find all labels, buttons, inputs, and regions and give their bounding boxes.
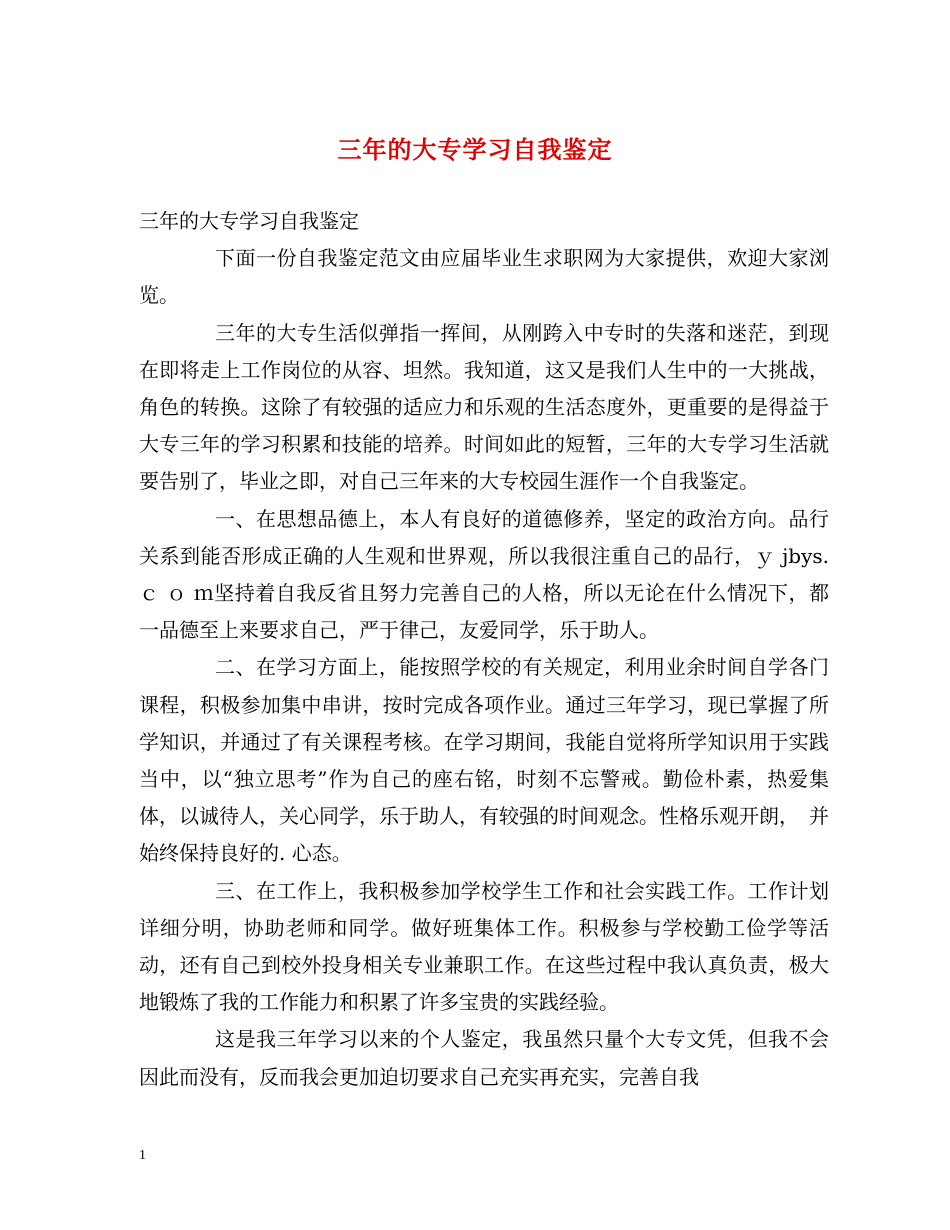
paragraph-study: 二、在学习方面上，能按照学校的有关规定，利用业余时间自学各门课程，积极参加集中串讲，按时完成各项作业。通过三年学习，现已掌握了所学知识，并通过了有关课程考核。在学习期间，我能自觉将所学知识用于实践当中，以“独立思考”作为自己的座右铭，时刻不忘警戒。勤俭朴素，热爱集体，以诚待人，关心同学，乐于助人，有较强的时间观念。性格乐观开朗， 并始终保持良好的. 心态。 — [139, 655, 829, 866]
paragraph-work: 三、在工作上，我积极参加学校学生工作和社会实践工作。工作计划详细分明，协助老师和同学。做好班集体工作。积极参与学校勤工俭学等活动，还有自己到校外投身相关专业兼职工作。在这些过程中我认真负责，极大地锻炼了我的工作能力和积累了许多宝贵的实践经验。 — [139, 878, 829, 1015]
paragraph-morality: 一、在思想品德上，本人有良好的道德修养，坚定的政治方向。品行关系到能否形成正确的人生观和世界观，所以我很注重自己的品行，ｙ jbys. ｃ ｏ ｍ坚持着自我反省且努力完善自己的人格，所以无论在什么情况下，都一品德至上来要求自己，严于律己，友爱同学，乐于助人。 — [139, 506, 829, 643]
document-title: 三年的大专学习自我鉴定 — [337, 135, 613, 164]
paragraph-conclusion: 这是我三年学习以来的个人鉴定，我虽然只量个大专文凭，但我不会因此而没有，反而我会更加迫切要求自己充实再充实，完善自我 — [139, 1027, 829, 1089]
paragraph-intro: 下面一份自我鉴定范文由应届毕业生求职网为大家提供，欢迎大家浏览。 — [139, 246, 829, 308]
document-body — [139, 203, 829, 1096]
paragraph-overview: 三年的大专生活似弹指一挥间，从刚跨入中专时的失落和迷茫，到现在即将走上工作岗位的从容、坦然。我知道，这又是我们人生中的一大挑战，角色的转换。这除了有较强的适应力和乐观的生活态度外，更重要的是得益于大专三年的学习积累和技能的培养。时间如此的短暂，三年的大专学习生活就要告别了，毕业之即，对自己三年来的大专校园生涯作一个自我鉴定。 — [139, 320, 829, 494]
document-subtitle: 三年的大专学习自我鉴定 — [139, 209, 359, 233]
page-number: 1 — [139, 1148, 146, 1163]
